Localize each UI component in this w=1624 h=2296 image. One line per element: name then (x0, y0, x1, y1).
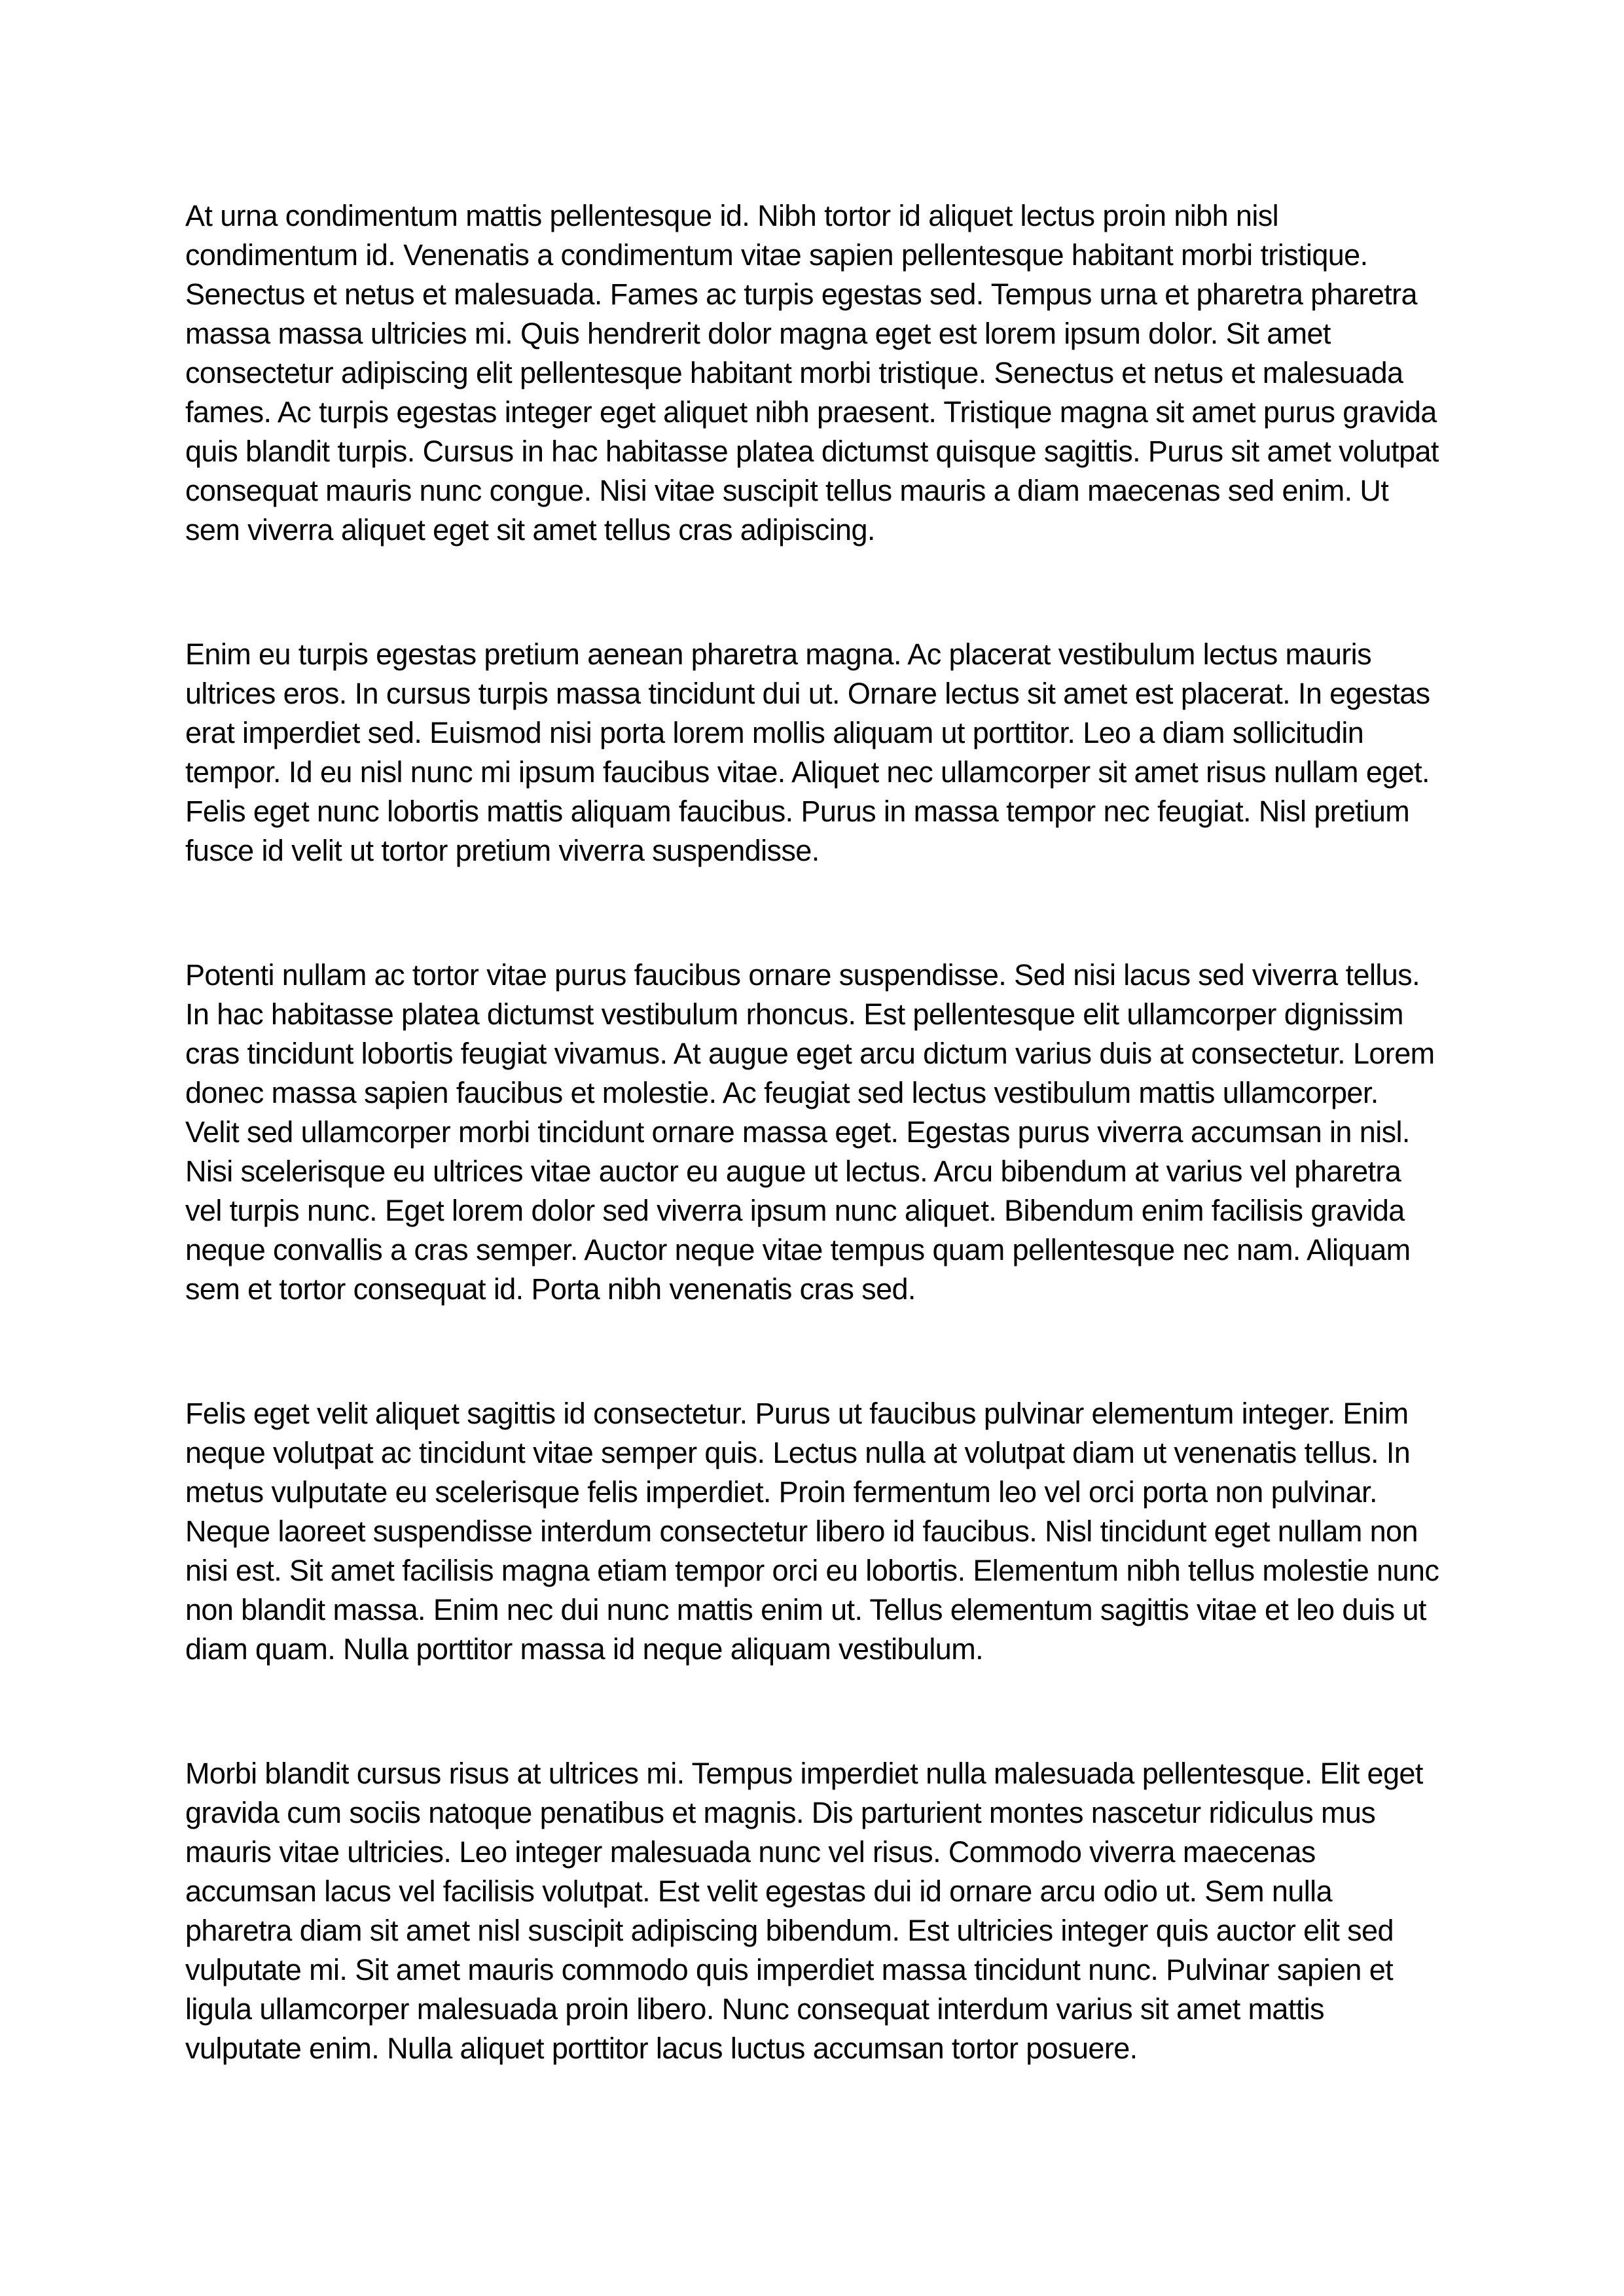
paragraph-2: Enim eu turpis egestas pretium aenean pharetra magna. Ac placerat vestibulum lectus mauris ultrices eros. In cursus turpis massa tincidunt dui ut. Ornare lectus sit amet est placerat. In egestas erat imperdiet sed. Euismod nisi porta lorem mollis aliquam ut porttitor. Leo a diam sollicitudin tempor. Id eu nisl nunc mi ipsum faucibus vitae. Aliquet nec ullamcorper sit amet risus nullam eget. Felis eget nunc lobortis mattis aliquam faucibus. Purus in massa tempor nec feugiat. Nisl pretium fusce id velit ut tortor pretium viverra suspendisse. (185, 637, 1430, 867)
paragraph-4: Felis eget velit aliquet sagittis id consectetur. Purus ut faucibus pulvinar elementum integer. Enim neque volutpat ac tincidunt vitae semper quis. Lectus nulla at volutpat diam ut venenatis tellus. In metus vulputate eu scelerisque felis imperdiet. Proin fermentum leo vel orci porta non pulvinar. Neque laoreet suspendisse interdum consectetur libero id faucibus. Nisl tincidunt eget nullam non nisi est. Sit amet facilisis magna etiam tempor orci eu lobortis. Elementum nibh tellus molestie nunc non blandit massa. Enim nec dui nunc mattis enim ut. Tellus elementum sagittis vitae et leo duis ut diam quam. Nulla porttitor massa id neque aliquam vestibulum. (185, 1397, 1439, 1666)
paragraph-1: At urna condimentum mattis pellentesque id. Nibh tortor id aliquet lectus proin nibh nisl condimentum id. Venenatis a condimentum vitae sapien pellentesque habitant morbi tristique. Senectus et netus et malesuada. Fames ac turpis egestas sed. Tempus urna et pharetra pharetra massa massa ultricies mi. Quis hendrerit dolor magna eget est lorem ipsum dolor. Sit amet consectetur adipiscing elit pellentesque habitant morbi tristique. Senectus et netus et malesuada fames. Ac turpis egestas integer eget aliquet nibh praesent. Tristique magna sit amet purus gravida quis blandit turpis. Cursus in hac habitasse platea dictumst quisque sagittis. Purus sit amet volutpat consequat mauris nunc congue. Nisi vitae suscipit tellus mauris a diam maecenas sed enim. Ut sem viverra aliquet eget sit amet tellus cras adipiscing. (185, 199, 1439, 547)
paragraph-3: Potenti nullam ac tortor vitae purus faucibus ornare suspendisse. Sed nisi lacus sed viverra tellus. In hac habitasse platea dictumst vestibulum rhoncus. Est pellentesque elit ullamcorper dignissim cras tincidunt lobortis feugiat vivamus. At augue eget arcu dictum varius duis at consectetur. Lorem donec massa sapien faucibus et molestie. Ac feugiat sed lectus vestibulum mattis ullamcorper. Velit sed ullamcorper morbi tincidunt ornare massa eget. Egestas purus viverra accumsan in nisl. Nisi scelerisque eu ultrices vitae auctor eu augue ut lectus. Arcu bibendum at varius vel pharetra vel turpis nunc. Eget lorem dolor sed viverra ipsum nunc aliquet. Bibendum enim facilisis gravida neque convallis a cras semper. Auctor neque vitae tempus quam pellentesque nec nam. Aliquam sem et tortor consequat id. Porta nibh venenatis cras sed. (185, 958, 1435, 1306)
paragraph-5: Morbi blandit cursus risus at ultrices mi. Tempus imperdiet nulla malesuada pellentesque. Elit eget gravida cum sociis natoque penatibus et magnis. Dis parturient montes nascetur ridiculus mus mauris vitae ultricies. Leo integer malesuada nunc vel risus. Commodo viverra maecenas accumsan lacus vel facilisis volutpat. Est velit egestas dui id ornare arcu odio ut. Sem nulla pharetra diam sit amet nisl suscipit adipiscing bibendum. Est ultricies integer quis auctor elit sed vulputate mi. Sit amet mauris commodo quis imperdiet massa tincidunt nunc. Pulvinar sapien et ligula ullamcorper malesuada proin libero. Nunc consequat interdum varius sit amet mattis vulputate enim. Nulla aliquet porttitor lacus luctus accumsan tortor posuere. (185, 1757, 1423, 2065)
document-text-block (185, 196, 1439, 2153)
